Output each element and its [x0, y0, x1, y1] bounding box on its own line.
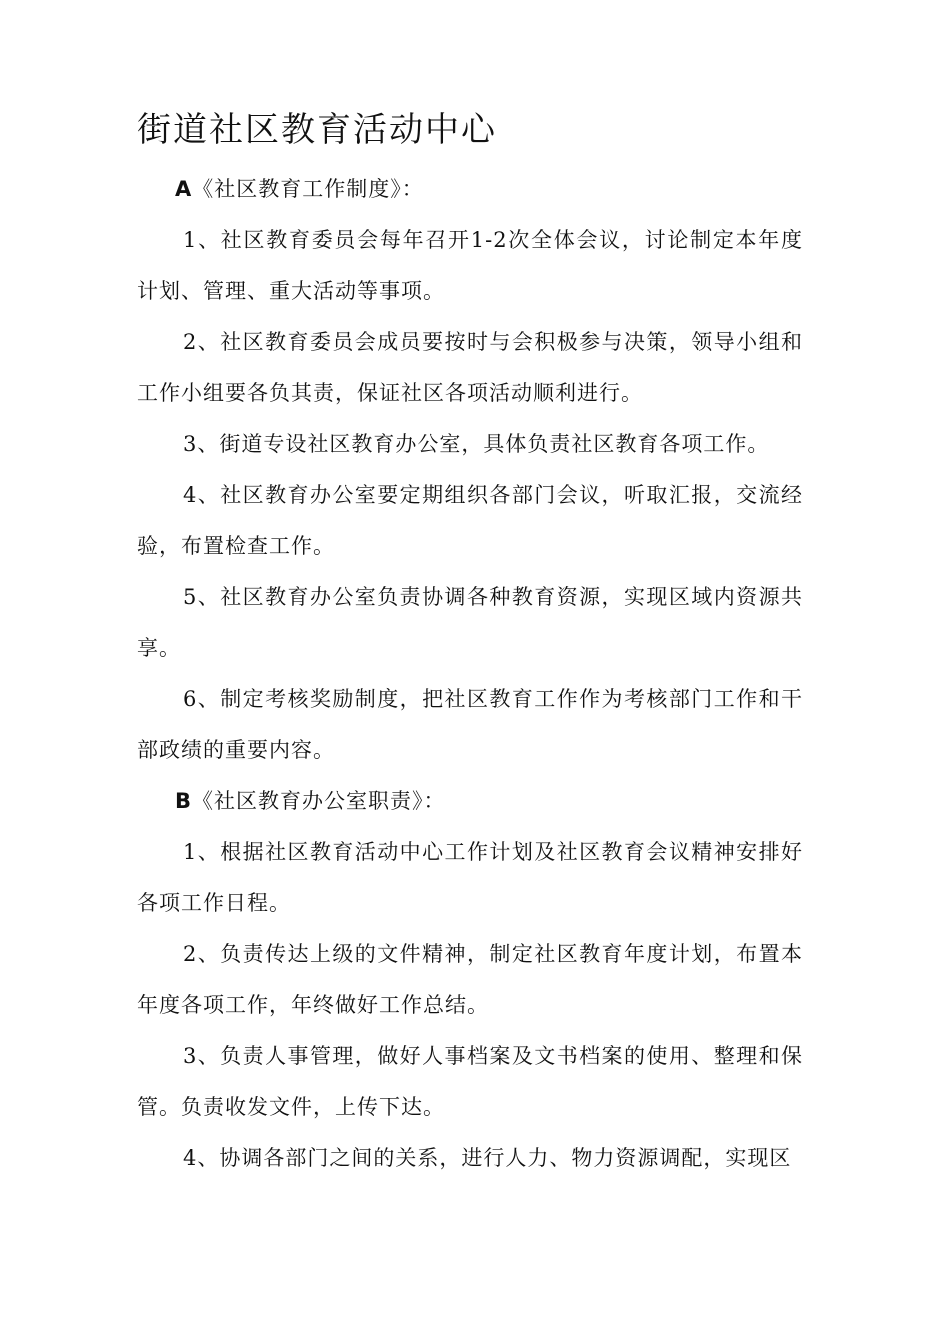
section-a-heading	[137, 164, 803, 215]
section-a-item-5: 5、社区教育办公室负责协调各种教育资源，实现区域内资源共享。	[137, 585, 803, 660]
document-title: 街道社区教育活动中心	[137, 110, 497, 150]
section-a-item-2: 2、社区教育委员会成员要按时与会积极参与决策，领导小组和工作小组要各负其责，保证社区各项活动顺利进行。	[137, 330, 803, 405]
section-a-item-6: 6、制定考核奖励制度，把社区教育工作作为考核部门工作和干部政绩的重要内容。	[137, 687, 803, 762]
section-b-item-1: 1、根据社区教育活动中心工作计划及社区教育会议精神安排好各项工作日程。	[137, 840, 803, 915]
section-a-item-4: 4、社区教育办公室要定期组织各部门会议，听取汇报，交流经验，布置检查工作。	[137, 483, 803, 558]
section-b-item-3: 3、负责人事管理，做好人事档案及文书档案的使用、整理和保管。负责收发文件，上传下达。	[137, 1044, 803, 1119]
section-a-item-1: 1、社区教育委员会每年召开1-2次全体会议，讨论制定本年度计划、管理、重大活动等事项。	[137, 228, 803, 303]
section-b-label: B	[175, 789, 193, 813]
section-a-label: A	[175, 177, 193, 201]
section-b-item-2: 2、负责传达上级的文件精神，制定社区教育年度计划，布置本年度各项工作，年终做好工作总结。	[137, 942, 803, 1017]
section-b-heading	[137, 776, 803, 827]
section-a-item-3: 3、街道专设社区教育办公室，具体负责社区教育各项工作。	[183, 432, 770, 456]
section-b-item-4: 4、协调各部门之间的关系，进行人力、物力资源调配，实现区	[183, 1146, 792, 1170]
section-a-title: 《社区教育工作制度》：	[192, 177, 424, 201]
document-body	[137, 164, 803, 1184]
section-b-title: 《社区教育办公室职责》：	[192, 789, 446, 813]
